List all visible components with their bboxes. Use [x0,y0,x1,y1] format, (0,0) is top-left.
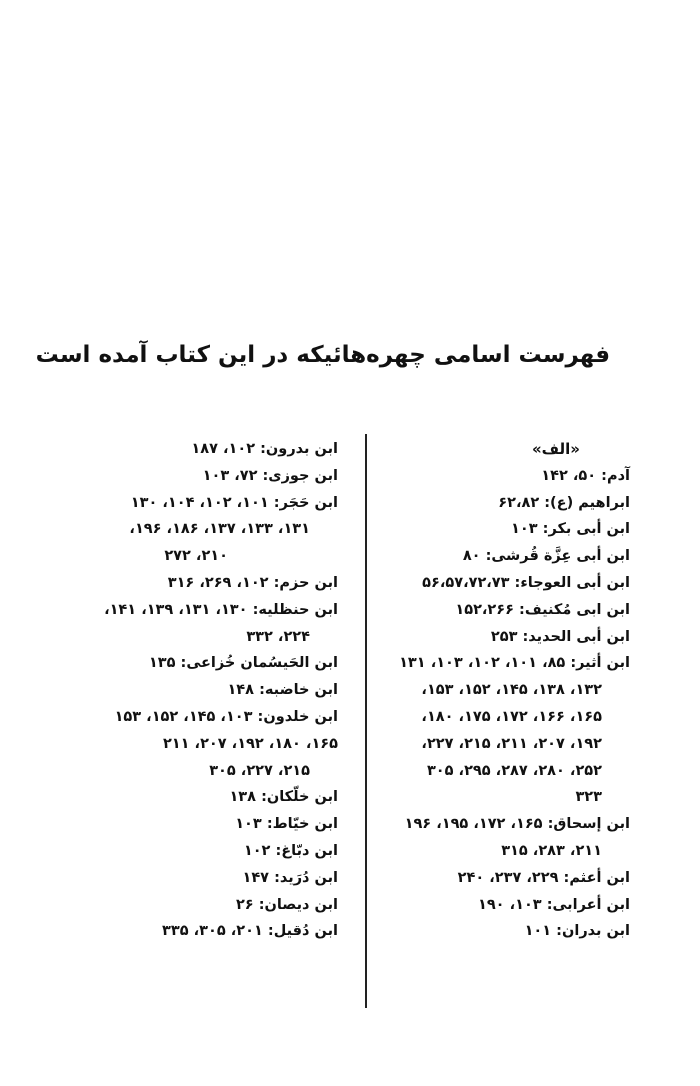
index-entry: ابن أبی الحدید: ۲۵۳ [490,628,630,645]
index-entry-continuation: ۲۱۰، ۲۷۲ [164,548,228,565]
index-entry: آدم: ۵۰، ۱۴۲ [541,467,630,484]
index-entry: ابن دیصان: ۲۶ [235,896,338,913]
index-entry: ابن حَجَر: ۱۰۱، ۱۰۲، ۱۰۴، ۱۳۰ [130,494,338,511]
index-entry-continuation: ۲۵۲، ۲۸۰، ۲۸۷، ۲۹۵، ۳۰۵ [426,762,602,779]
index-column-right [345,436,630,945]
index-entry: ابن ابی مُکنیف: ۱۵۲،۲۶۶ [455,601,630,618]
index-entry-continuation: ۱۳۲، ۱۳۸، ۱۴۵، ۱۵۲، ۱۵۳، [421,682,602,699]
index-entry-continuation: ۱۳۱، ۱۳۳، ۱۳۷، ۱۸۶، ۱۹۶، [129,521,310,538]
index-entry: ۱۶۵، ۱۸۰، ۱۹۲، ۲۰۷، ۲۱۱ [162,735,338,752]
index-entry: ابن أعرابی: ۱۰۳، ۱۹۰ [477,896,630,913]
index-entry-continuation: ۲۱۱، ۲۸۳، ۳۱۵ [501,842,602,859]
index-column-left [76,436,338,945]
index-entry: ابن إسحاق: ۱۶۵، ۱۷۲، ۱۹۵، ۱۹۶ [404,816,630,833]
index-entry: ابن جوزی: ۷۲، ۱۰۳ [202,467,338,484]
index-entry: ابن خلّکان: ۱۳۸ [229,789,338,806]
index-entry: ابن خیّاط: ۱۰۳ [235,816,338,833]
index-entry: ابن الحَیسُمان خُزاعی: ۱۳۵ [148,655,338,672]
index-entry: ابن حنظلیه: ۱۳۰، ۱۳۱، ۱۳۹، ۱۴۱، [104,601,338,618]
index-entry: ابن بدرون: ۱۰۲، ۱۸۷ [191,441,338,457]
page-title: فهرست اسامی چهره‌هائیکه در این کتاب آمده است [35,342,610,368]
index-entry: ابن أبی بکر: ۱۰۳ [511,521,630,538]
section-heading-alef: «الف» [531,440,580,458]
index-entry: ابن حزم: ۱۰۲، ۲۶۹، ۳۱۶ [167,574,338,591]
index-entry: ابن خلدون: ۱۰۳، ۱۴۵، ۱۵۲، ۱۵۳ [114,708,338,725]
index-entry-continuation: ۳۲۳ [575,789,602,806]
index-entry: ابن أثیر: ۸۵، ۱۰۱، ۱۰۲، ۱۰۳، ۱۳۱ [399,655,630,672]
index-entry: ابن خاضبه: ۱۴۸ [227,682,338,699]
index-entry: ابن أبی العوجاء: ۵۶،۵۷،۷۲،۷۳ [422,574,630,591]
index-entry-continuation: ۲۱۵، ۲۲۷، ۳۰۵ [209,762,310,779]
index-entry: ابن دُقیل: ۲۰۱، ۳۰۵، ۳۳۵ [162,923,338,940]
index-entry: ابن أعثم: ۲۲۹، ۲۳۷، ۲۴۰ [457,869,630,886]
index-entry: ابن بدران: ۱۰۱ [524,923,630,940]
index-entry: ابراهیم (ع): ۶۲،۸۲ [498,494,630,511]
index-entry: ابن دُرَید: ۱۴۷ [242,869,338,886]
index-entry-continuation: ۱۶۵، ۱۶۶، ۱۷۲، ۱۷۵، ۱۸۰، [421,708,602,725]
index-entry: ابن أبی عِزَّة قُرشی: ۸۰ [462,548,630,565]
index-entry: ابن دبّاغ: ۱۰۲ [243,842,338,859]
index-entry-continuation: ۲۲۴، ۳۳۲ [246,628,310,645]
index-entry-continuation: ۱۹۲، ۲۰۷، ۲۱۱، ۲۱۵، ۲۲۷، [421,735,602,752]
